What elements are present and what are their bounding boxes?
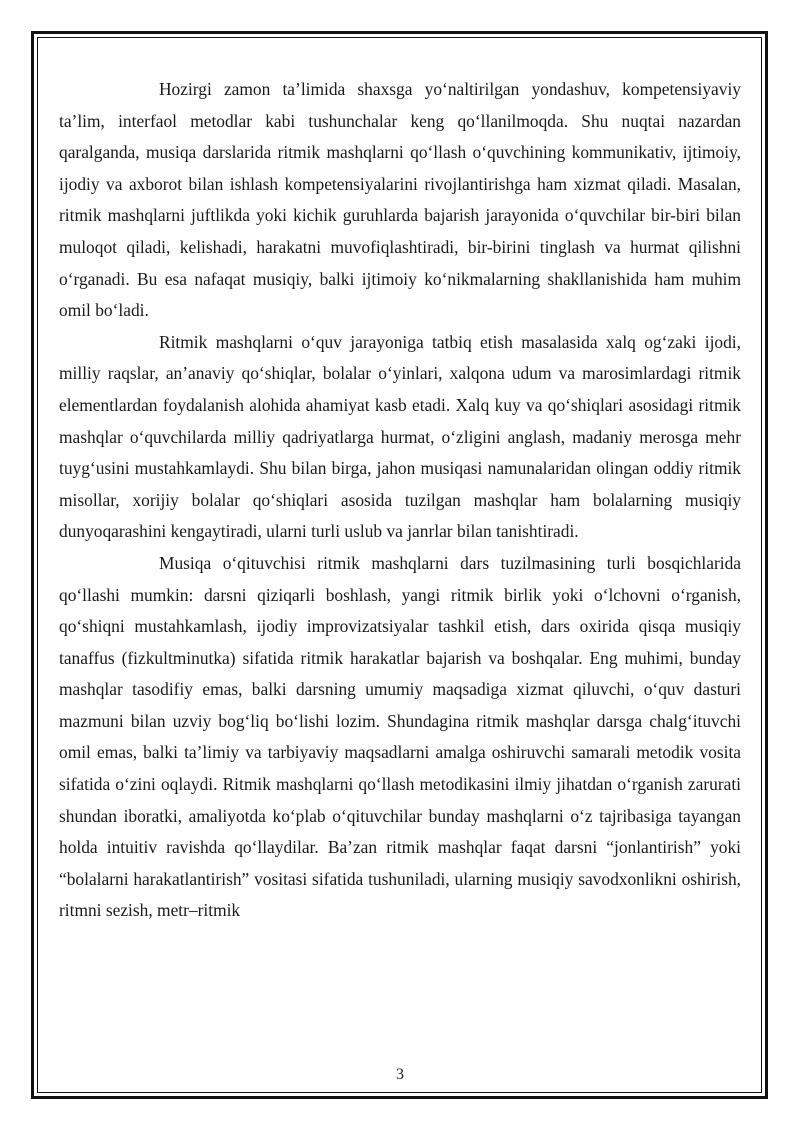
- document-body: [59, 74, 741, 927]
- paragraph-3: Musiqa o‘qituvchisi ritmik mashqlarni dars tuzilmasining turli bosqichlarida qo‘llashi mumkin: darsni qiziqarli boshlash, yangi ritmik birlik yoki o‘lchovni o‘rganish, qo‘shiqni mustahkamlash, ijodiy improvizatsiyalar tashkil etish, dars oxirida qisqa musiqiy tanaffus (fizkultminutka) sifatida ritmik harakatlar bajarish va boshqalar. Eng muhimi, bunday mashqlar tasodifiy emas, balki darsning umumiy maqsadiga xizmat qiluvchi, o‘quv dasturi mazmuni bilan uzviy bog‘liq bo‘lishi lozim. Shundagina ritmik mashqlar darsga chalg‘ituvchi omil emas, balki ta’limiy va tarbiyaviy maqsadlarni amalga oshiruvchi samarali metodik vosita sifatida o‘zini oqlaydi. Ritmik mashqlarni qo‘llash metodikasini ilmiy jihatdan o‘rganish zarurati shundan iboratki, amaliyotda ko‘plab o‘qituvchilar bunday mashqlarni o‘z tajribasiga tayangan holda intuitiv ravishda qo‘llaydilar. Ba’zan ritmik mashqlar faqat darsni “jonlantirish” yoki “bolalarni harakatlantirish” vositasi sifatida tushuniladi, ularning musiqiy savodxonlikni oshirish, ritmni sezish, metr–ritmik: [59, 552, 741, 921]
- paragraph-1: Hozirgi zamon ta’limida shaxsga yo‘naltirilgan yondashuv, kompetensiyaviy ta’lim, interfaol metodlar kabi tushunchalar keng qo‘llanilmoqda. Shu nuqtai nazardan qaralganda, musiqa darslarida ritmik mashqlarni qo‘llash o‘quvchining kommunikativ, ijtimoiy, ijodiy va axborot bilan ishlash kompetensiyalarini rivojlantirishga ham xizmat qiladi. Masalan, ritmik mashqlarni juftlikda yoki kichik guruhlarda bajarish jarayonida o‘quvchilar bir-biri bilan muloqot qiladi, kelishadi, harakatni muvofiqlashtiradi, bir-birini tinglash va hurmat qilishni o‘rganadi. Bu esa nafaqat musiqiy, balki ijtimoiy ko‘nikmalarning shakllanishida ham muhim omil bo‘ladi.: [59, 79, 741, 321]
- page-number: 3: [396, 1066, 404, 1083]
- paragraph-2: Ritmik mashqlarni o‘quv jarayoniga tatbiq etish masalasida xalq og‘zaki ijodi, milliy raqslar, an’anaviy qo‘shiqlar, bolalar o‘yinlari, xalqona udum va marosimlardagi ritmik elementlardan foydalanish alohida ahamiyat kasb etadi. Xalq kuy va qo‘shiqlari asosidagi ritmik mashqlar o‘quvchilarda milliy qadriyatlarga hurmat, o‘zligini anglash, madaniy merosga mehr tuyg‘usini mustahkamlaydi. Shu bilan birga, jahon musiqasi namunalaridan olingan oddiy ritmik misollar, xorijiy bolalar qo‘shiqlari asosida tuzilgan mashqlar ham bolalarning musiqiy dunyoqarashini kengaytiradi, ularni turli uslub va janrlar bilan tanishtiradi.: [59, 331, 741, 542]
